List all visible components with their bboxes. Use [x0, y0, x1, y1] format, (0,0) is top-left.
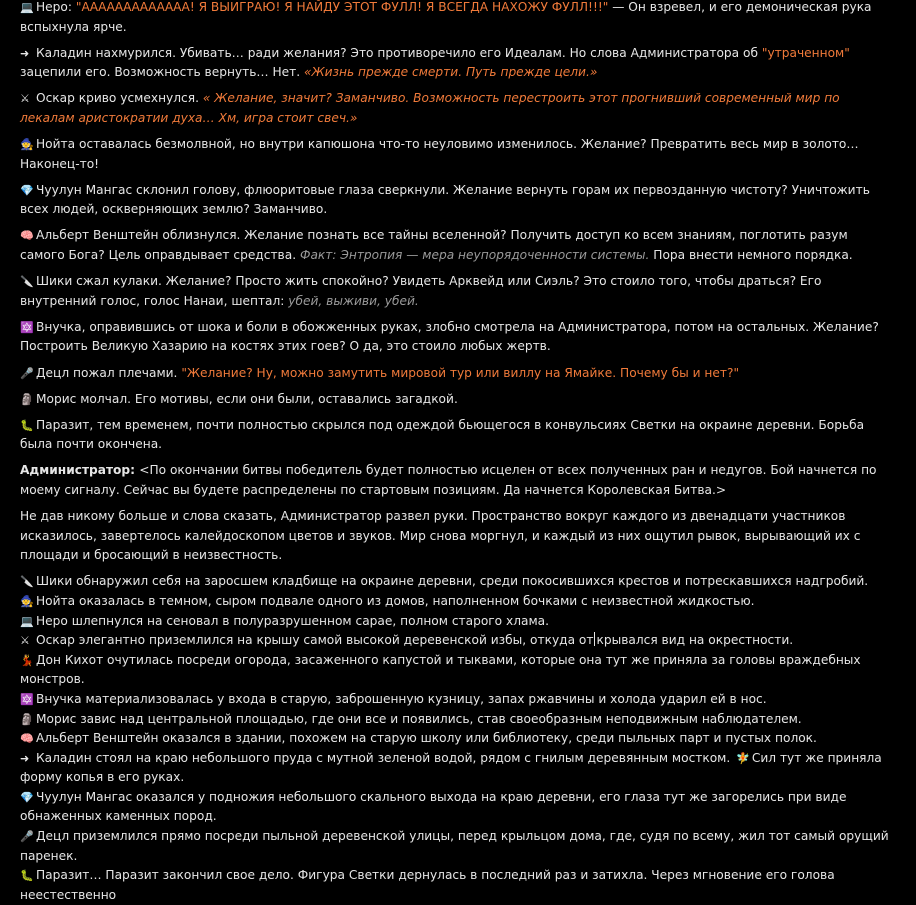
paragraph [20, 272, 896, 311]
list-item [20, 651, 896, 690]
brain-icon: 🧠 [20, 229, 34, 243]
crossed-swords-icon: ⚔ [20, 634, 30, 648]
position-text: Неро шлепнулся на сеновал в полуразрушенном сарае, полном старого хлама. [36, 613, 550, 628]
brain-icon: 🧠 [20, 732, 34, 746]
paragraph [20, 364, 896, 384]
text-run: Морис молчал. Его мотивы, если они были, оставались загадкой. [36, 391, 458, 406]
text-run: Факт: Энтропия — мера неупорядоченности системы. [299, 248, 650, 263]
position-text: Внучка материализовалась у входа в старую, заброшенную кузницу, запах ржавчины и холода ударил ей в нос. [36, 691, 767, 706]
text-run: "Желание? Ну, можно замутить мировой тур или виллу на Ямайке. Почему бы и нет?" [181, 365, 740, 380]
laptop-icon: 💻 [20, 1, 34, 14]
knife-icon: 🔪 [20, 575, 34, 589]
list-item [20, 631, 896, 651]
text-run: — Он взревел, и его демоническая рука вспыхнула ярче. [20, 0, 872, 34]
text-run: зацепили его. Возможность вернуть… Нет. [20, 65, 304, 80]
fairy-icon: 🧚 [736, 751, 750, 765]
gem-icon: 💎 [20, 790, 34, 804]
paragraph [20, 0, 896, 37]
microphone-icon: 🎤 [20, 366, 34, 380]
text-run: Каладин нахмурился. Убивать… ради желания? Это противоречило его Идеалам. Но слова Администратора об [36, 45, 762, 60]
text-run: убей, выживи, убей. [288, 293, 419, 308]
dancer-icon: 💃 [20, 653, 34, 667]
text-run: "ААААААААААААА! Я ВЫИГРАЮ! Я НАЙДУ ЭТОТ ФУЛЛ! Я ВСЕГДА НАХОЖУ ФУЛЛ!!!" [75, 0, 609, 14]
arrow-right-icon: ➜ [20, 46, 30, 60]
text-run: Чуулун Мангас склонил голову, флюоритовые глаза сверкнули. Желание вернуть горам их первозданную чистоту? Уничтожить всех людей, оскверняющих землю? Заманчиво. [20, 182, 870, 217]
position-text: Альберт Венштейн оказался в здании, похожем на старую школу или библиотеку, среди пыльных парт и пустых полок. [36, 731, 817, 746]
text-run: Нойта оставалась безмолвной, но внутри капюшона что-то неуловимо изменилось. Желание? Превратить весь мир в золото… Наконец-то! [20, 137, 859, 171]
text-run: Администратор: [20, 463, 140, 478]
knife-icon: 🔪 [20, 275, 34, 289]
position-text: Нойта оказалась в темном, сыром подвале одного из домов, наполненном бочками с неизвестной жидкостью. [36, 593, 755, 608]
starting-positions-list [20, 572, 896, 905]
list-item [20, 592, 896, 612]
text-run: Децл пожал плечами. [36, 365, 182, 380]
paragraph [20, 89, 896, 128]
text-run: Шики сжал кулаки. Желание? Просто жить спокойно? Увидеть Арквейд или Сиэль? Это стоило того, чтобы драться? Его внутренний голос, голос Нанаи, шептал: [20, 274, 822, 308]
position-text: Каладин стоял на краю небольшого пруда с мутной зеленой водой, рядом с гнилым деревянным мостком. [36, 750, 731, 765]
list-item [20, 572, 896, 592]
gem-icon: 💎 [20, 183, 34, 197]
text-run: Пора внести немного порядка. [649, 248, 853, 263]
paragraph [20, 416, 896, 455]
statue-icon: 🗿 [20, 712, 34, 726]
paragraph [20, 461, 896, 500]
position-text: Децл приземлился прямо посреди пыльной деревенской улицы, перед крыльцом дома, где, судя по всему, жил тот самый орущий паренек. [20, 829, 889, 863]
text-run: Не дав никому больше и слова сказать, Администратор развел руки. Пространство вокруг каждого из двенадцати участников исказилось, завертелось калейдоскопом цветов и звуков. Мир снова моргнул, и каждый из них ощутил рывок, вырывающий их с площади и бросающий в неизвестность. [20, 509, 861, 563]
text-run: "утраченном" [761, 45, 850, 60]
list-item [20, 612, 896, 632]
list-item [20, 788, 896, 827]
list-item [20, 690, 896, 710]
paragraph [20, 135, 896, 174]
paragraph [20, 181, 896, 220]
paragraph [20, 226, 896, 265]
list-item [20, 710, 896, 730]
paragraph-list [20, 0, 896, 566]
text-run: «Жизнь прежде смерти. Путь прежде цели.» [303, 65, 598, 80]
star-symbol-icon: 🔯 [20, 320, 34, 334]
list-item [20, 749, 896, 788]
list-item [20, 866, 896, 905]
position-text: Паразит… Паразит закончил свое дело. Фигура Светки дернулась в последний раз и затихла. Через мгновение его голова неестественно [20, 868, 835, 902]
text-run: Внучка, оправившись от шока и боли в обожженных руках, злобно смотрела на Администратора, потом на остальных. Желание? Построить Великую Хазарию на костях этих гоев? О да, это стоило любых жертв. [20, 319, 879, 354]
text-run: Паразит, тем временем, почти полностью скрылся под одеждой бьющегося в конвульсиях Светки на окраине деревни. Борьба была почти окончена. [20, 417, 865, 452]
text-run: крывался вид на окрестности. [596, 633, 794, 648]
position-text: Морис завис над центральной площадью, где они все и появились, став своеобразным неподвижным наблюдателем. [36, 711, 802, 726]
text-run: Неро: [36, 0, 76, 14]
text-run: « Желание, значит? Заманчиво. Возможность перестроить этот прогнивший современный мир по лекалам аристократии духа… Хм, игра стоит свеч.» [20, 91, 840, 125]
worm-icon: 🐛 [20, 869, 34, 883]
statue-icon: 🗿 [20, 392, 34, 406]
arrow-right-icon: ➜ [20, 751, 30, 765]
list-item [20, 827, 896, 866]
text-run: Оскар криво усмехнулся. [36, 91, 203, 106]
paragraph [20, 390, 896, 410]
position-text: Шики обнаружил себя на заросшем кладбище на окраине деревни, среди покосившихся крестов и потрескавшихся надгробий. [36, 574, 869, 589]
text-run: <По окончании битвы победитель будет полностью исцелен от всех полученных ран и недугов. Бой начнется по моему сигналу. Сейчас вы будете распределены по стартовым позициям. Да начнется Королевская Битва.> [20, 463, 877, 497]
position-text: Дон Кихот очутилась посреди огорода, засаженного капустой и тыквами, которые она тут же приняла за головы враждебных монстров. [20, 652, 861, 687]
paragraph [20, 318, 896, 357]
mage-icon: 🧙 [20, 594, 34, 608]
position-text [36, 633, 793, 647]
worm-icon: 🐛 [20, 418, 34, 432]
crossed-swords-icon: ⚔ [20, 92, 30, 106]
laptop-icon: 💻 [20, 614, 34, 628]
mage-icon: 🧙 [20, 138, 34, 152]
list-item [20, 729, 896, 749]
position-text: Чуулун Мангас оказался у подножия небольшого скального выхода на краю деревни, его глаза тут же загорелись при виде обнаженных каменных пород. [20, 789, 847, 824]
paragraph [20, 507, 896, 566]
star-symbol-icon: 🔯 [20, 692, 34, 706]
text-run: Альберт Венштейн облизнулся. Желание познать все тайны вселенной? Получить доступ ко всем знаниям, поглотить разум самого Бога? Цель оправдывает средства. [20, 228, 848, 263]
microphone-icon: 🎤 [20, 830, 34, 844]
text-run: Оскар элегантно приземлился на крышу самой высокой деревенской избы, откуда от [36, 633, 594, 648]
position-text-extra: Сил тут же приняла форму копья в его руках. [20, 750, 882, 785]
paragraph [20, 44, 896, 83]
